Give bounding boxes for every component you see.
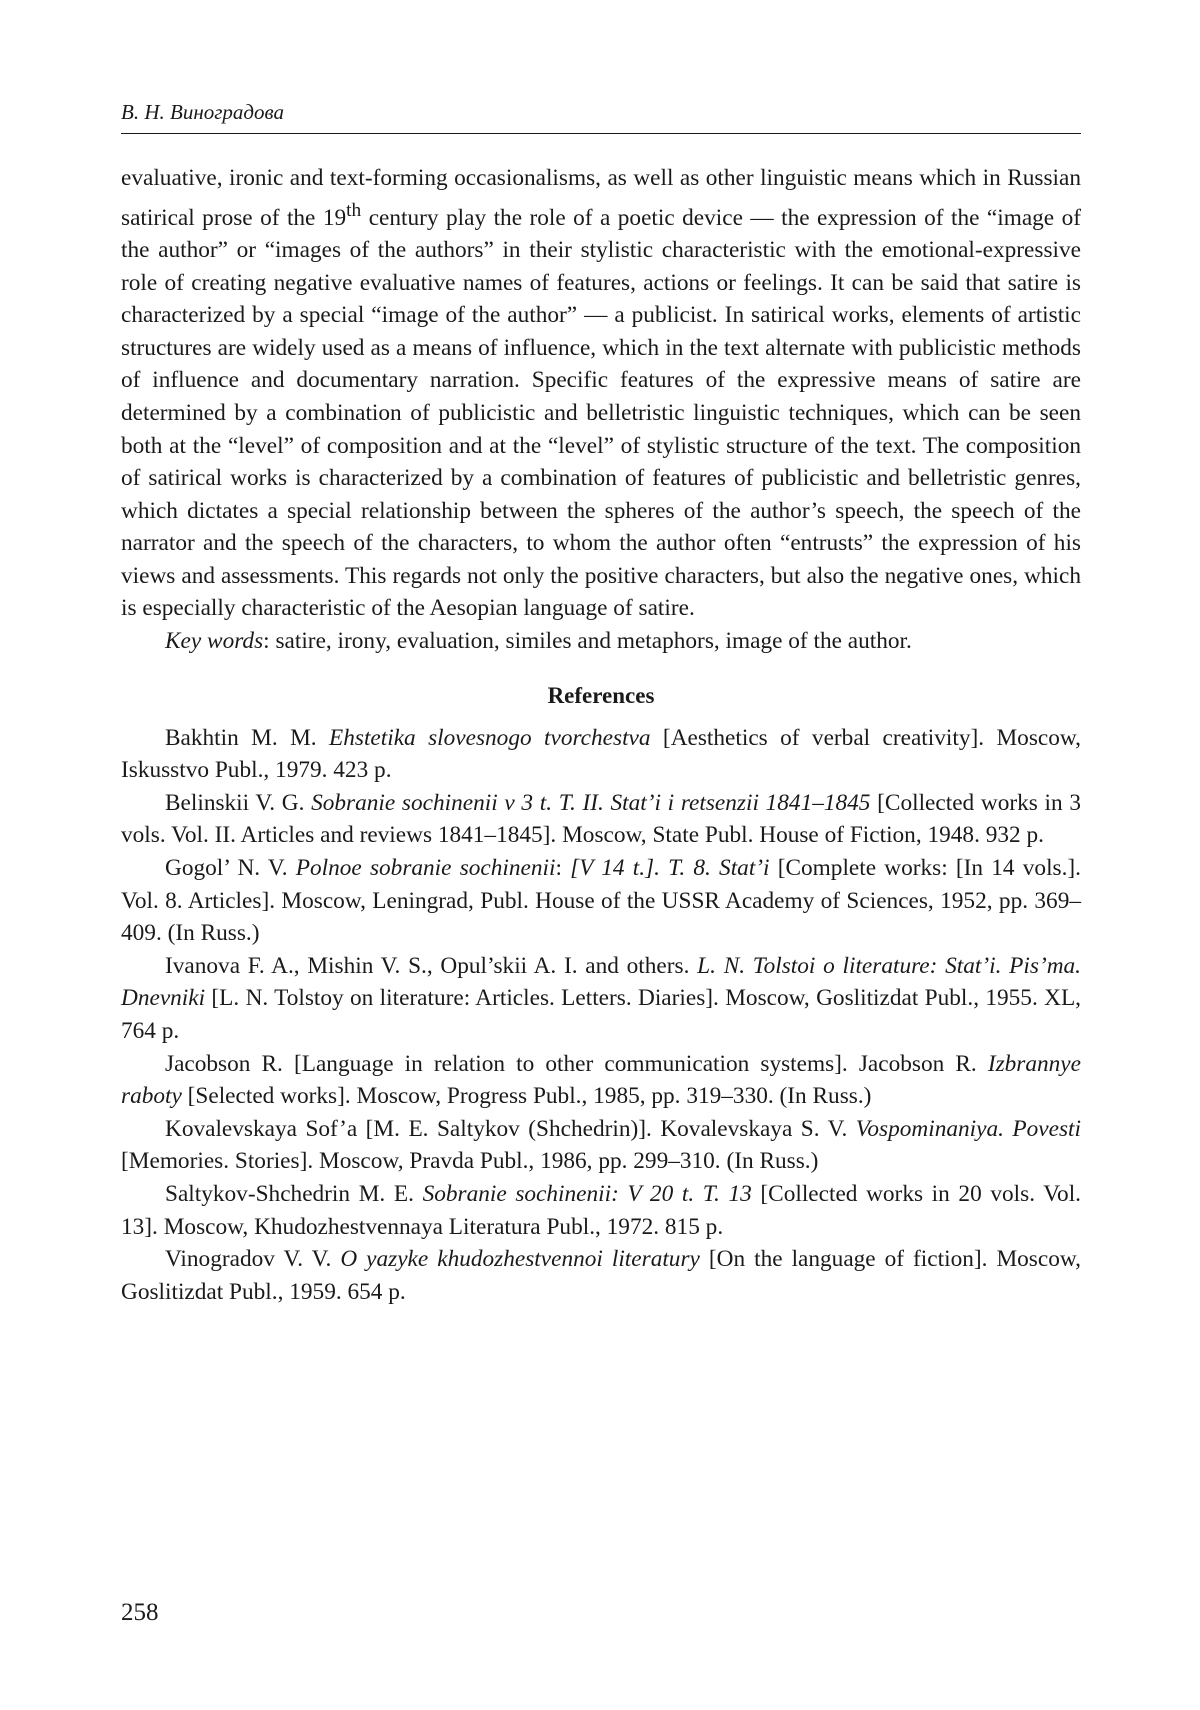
references-heading: References	[547, 682, 655, 708]
ref-title: Ehstetika slovesnogo tvorchestva	[329, 724, 651, 751]
ref-author: Gogol’ N. V.	[165, 855, 296, 882]
abstract-text-end: century play the role of a poetic device — the expression of the “image of the author” or “images of the authors” in their stylistic characteristic with the emotional-expressive role of creating negative evaluative names of features, actions or feelings. It can be said that satire is characterized by a special “image of the author” — a publicist. In satirical works, elements of artistic structures are widely used as a means of influence, which in the text alternate with publicistic methods of influence and documentary narration. Specific features of the expressive means of satire are determined by a combination of publicistic and belletristic linguistic techniques, which can be seen both at the “level” of composition and at the “level” of stylistic structure of the text. The composition of satirical works is characterized by a combination of features of publicistic and belletristic genres, which dictates a special relationship between the spheres of the author’s speech, the speech of the narrator and the speech of the characters, to whom the author often “entrusts” the expression of his views and assessments. This regards not only the positive characters, but also the negative ones, which is especially characteristic of the Aesopian language of satire.	[121, 204, 1081, 622]
ref-details: [L. N. Tolstoy on literature: Articles. Letters. Diaries]. Moscow, Goslitizdat Publ., 1955. XL, 764 p.	[121, 985, 1081, 1045]
ref-details: [Collected works in 3 vols. Vol. II. Articles and reviews 1841–1845]. Moscow, State Publ. House of Fiction, 1948. 932 p.	[121, 789, 1081, 849]
ref-title: Sobranie sochinenii v 3 t. T. II. Stat’i i retsenzii 1841–1845	[311, 789, 871, 816]
keywords-text: : satire, irony, evaluation, similes and metaphors, image of the author.	[263, 628, 912, 655]
running-head: В. Н. Виноградова	[121, 99, 1081, 134]
ref-author: Ivanova F. A., Mishin V. S., Opul’skii A. I. and others.	[165, 952, 698, 979]
page-number: 258	[121, 1599, 159, 1626]
ref-details: [Aesthetics of verbal creativity]. Moscow, Iskusstvo Publ., 1979. 423 p.	[121, 724, 1082, 784]
ref-separator: :	[555, 855, 571, 882]
ref-details: [Selected works]. Moscow, Progress Publ., 1985, pp. 319–330. (In Russ.)	[181, 1083, 872, 1110]
ref-author: Jacobson R. [Language in relation to other communication systems]. Jacobson R.	[165, 1050, 988, 1077]
ref-title: Polnoe sobranie sochinenii	[295, 855, 556, 882]
ref-title: O yazyke khudozhestvennoi literatury	[340, 1246, 700, 1273]
ref-details: [Complete works: [In 14 vols.]. Vol. 8. Articles]. Moscow, Leningrad, Publ. House of the USSR Academy of Sciences, 1952, pp. 369–409. (In Russ.)	[121, 855, 1082, 947]
reference-item	[121, 722, 1081, 787]
keywords-label: Key words	[165, 628, 264, 655]
reference-item	[121, 787, 1081, 852]
keywords-paragraph	[121, 625, 1081, 658]
ref-details: [Collected works in 20 vols. Vol. 13]. Moscow, Khudozhestvennaya Literatura Publ., 1972. 815 p.	[121, 1180, 1081, 1240]
reference-item	[121, 1243, 1081, 1308]
ref-details: [On the language of fiction]. Moscow, Goslitizdat Publ., 1959. 654 p.	[121, 1246, 1082, 1305]
ref-title: Sobranie sochinenii: V 20 t. T. 13	[422, 1180, 752, 1207]
abstract-paragraph	[121, 162, 1081, 625]
reference-item	[121, 1048, 1081, 1113]
reference-item	[121, 1113, 1081, 1178]
article-body	[121, 162, 1081, 1308]
abstract-text-start: evaluative, ironic and text-forming occasionalisms, as well as other linguistic means which in Russian satirical prose of the 19	[121, 165, 1081, 231]
reference-item	[121, 950, 1081, 1048]
ref-author: Saltykov-Shchedrin M. E.	[165, 1180, 423, 1207]
ref-title: Izbrannye raboty	[121, 1050, 1081, 1110]
reference-item	[121, 852, 1081, 950]
ref-details: [Memories. Stories]. Moscow, Pravda Publ., 1986, pp. 299–310. (In Russ.)	[121, 1148, 819, 1175]
ref-author: Vinogradov V. V.	[165, 1246, 341, 1273]
ref-title-volume: [V 14 t.]. T. 8. Stat’i	[570, 855, 770, 882]
ref-title: L. N. Tolstoi o literature: Stat’i. Pis’ma. Dnevniki	[121, 952, 1081, 1012]
ref-title: Vospominaniya. Povesti	[855, 1115, 1081, 1142]
reference-item	[121, 1178, 1081, 1243]
ref-author: Belinskii V. G.	[165, 789, 312, 816]
ref-author: Bakhtin M. M.	[165, 724, 330, 751]
ref-author: Kovalevskaya Sof’a [M. E. Saltykov (Shchedrin)]. Kovalevskaya S. V.	[165, 1115, 856, 1142]
superscript-th: th	[346, 199, 362, 221]
